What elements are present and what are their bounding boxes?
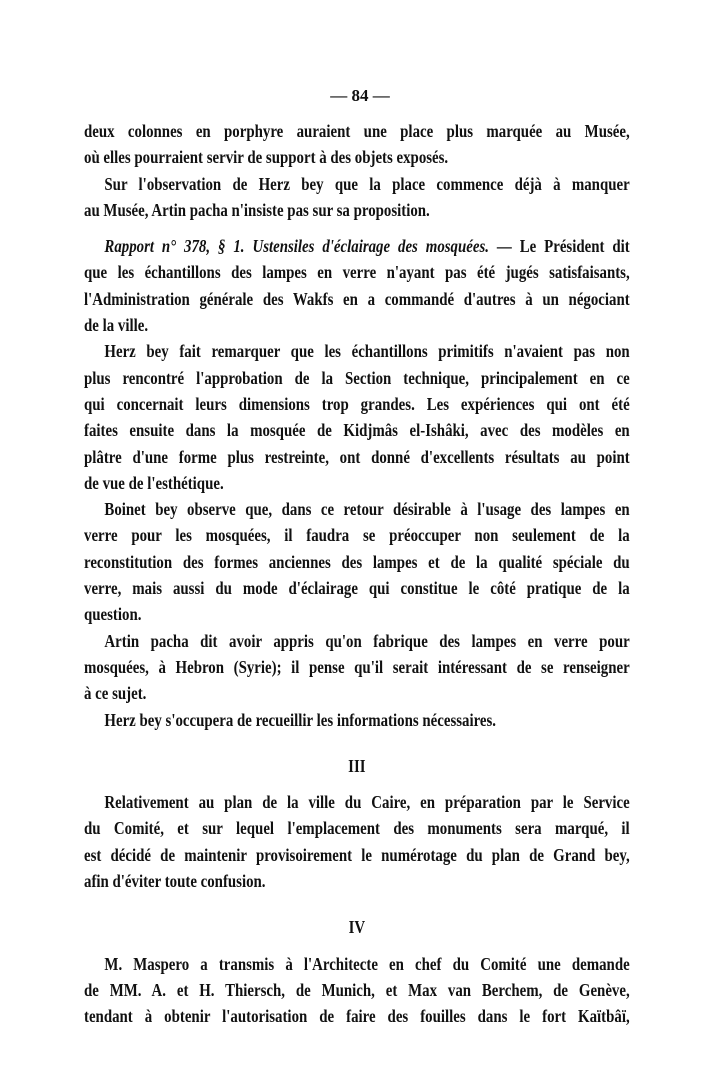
text-line: l'Administration générale des Wakfs en a commandé d'autres à un négociant (84, 288, 630, 309)
section-heading-iv: IV (348, 917, 366, 938)
text-line: reconstitution des formes anciennes des lampes et de la qualité spéciale du (84, 551, 630, 572)
text-line: Herz bey fait remarquer que les échantillons primitifs n'avaient pas non (104, 341, 630, 362)
body-text (84, 118, 630, 1030)
text-line: Artin pacha dit avoir appris qu'on fabrique des lampes en verre pour (104, 630, 630, 651)
rapport-title: Ustensiles d'éclairage des mosquées. (252, 236, 489, 257)
text-line: tendant à obtenir l'autorisation de faire des fouilles dans le fort Kaïtbâï, (84, 1006, 630, 1027)
text-line: faites ensuite dans la mosquée de Kidjmâs el-Ishâki, avec des modèles en (84, 420, 630, 441)
text-line: afin d'éviter toute confusion. (84, 871, 266, 892)
text-line: que les échantillons des lampes en verre n'ayant pas été jugés satisfaisants, (84, 262, 630, 283)
paragraph-group-2 (84, 338, 630, 732)
text-line: plâtre d'une forme plus restreinte, ont donné d'excellents résultats au point (84, 446, 630, 467)
text-line: Relativement au plan de la ville du Caire, en préparation par le Service (104, 792, 630, 813)
text-line: Herz bey s'occupera de recueillir les informations nécessaires. (104, 709, 497, 730)
rapport-paragraph (84, 233, 630, 338)
text-line: question. (84, 604, 142, 625)
paragraph-group-1 (84, 118, 630, 223)
page-number: — 84 — (330, 86, 390, 105)
text-line: de MM. A. et H. Thiersch, de Munich, et Max van Berchem, de Genève, (84, 979, 630, 1000)
text-line: est décidé de maintenir provisoirement le numérotage du plan de Grand bey, (84, 844, 630, 865)
text-line: de la ville. (84, 315, 149, 336)
section-heading-iii: III (348, 755, 366, 776)
text-line: où elles pourraient servir de support à des objets exposés. (84, 147, 449, 168)
text-line: de vue de l'esthétique. (84, 472, 224, 493)
text-line: mosquées, à Hebron (Syrie); il pense qu'il serait intéressant de se renseigner (84, 656, 630, 677)
text-line: à ce sujet. (84, 683, 147, 704)
text-line: verre pour les mosquées, il faudra se préoccuper non seulement de la (84, 525, 630, 546)
section-iii-text (84, 789, 630, 894)
text-line: qui concernait leurs dimensions trop grandes. Les expériences qui ont été (84, 393, 630, 414)
text-line: deux colonnes en porphyre auraient une place plus marquée au Musée, (84, 121, 630, 141)
text-line: du Comité, et sur lequel l'emplacement des monuments sera marqué, il (84, 818, 630, 839)
text-line: Sur l'observation de Herz bey que la place commence déjà à manquer (104, 173, 630, 194)
text-line: M. Maspero a transmis à l'Architecte en chef du Comité une demande (104, 953, 630, 974)
text-line: au Musée, Artin pacha n'insiste pas sur sa proposition. (84, 199, 430, 220)
section-iv-text (84, 951, 630, 1030)
rapport-lead: — Le Président dit (496, 236, 630, 257)
rapport-first-line (84, 233, 630, 259)
text-line: plus rencontré l'approbation de la Section technique, principalement en ce (84, 367, 630, 388)
text-line: verre, mais aussi du mode d'éclairage qui constitue le côté pratique de la (84, 578, 630, 599)
rapport-reference: Rapport n° 378, § 1. (104, 236, 245, 257)
text-line: Boinet bey observe que, dans ce retour désirable à l'usage des lampes en (104, 499, 630, 520)
